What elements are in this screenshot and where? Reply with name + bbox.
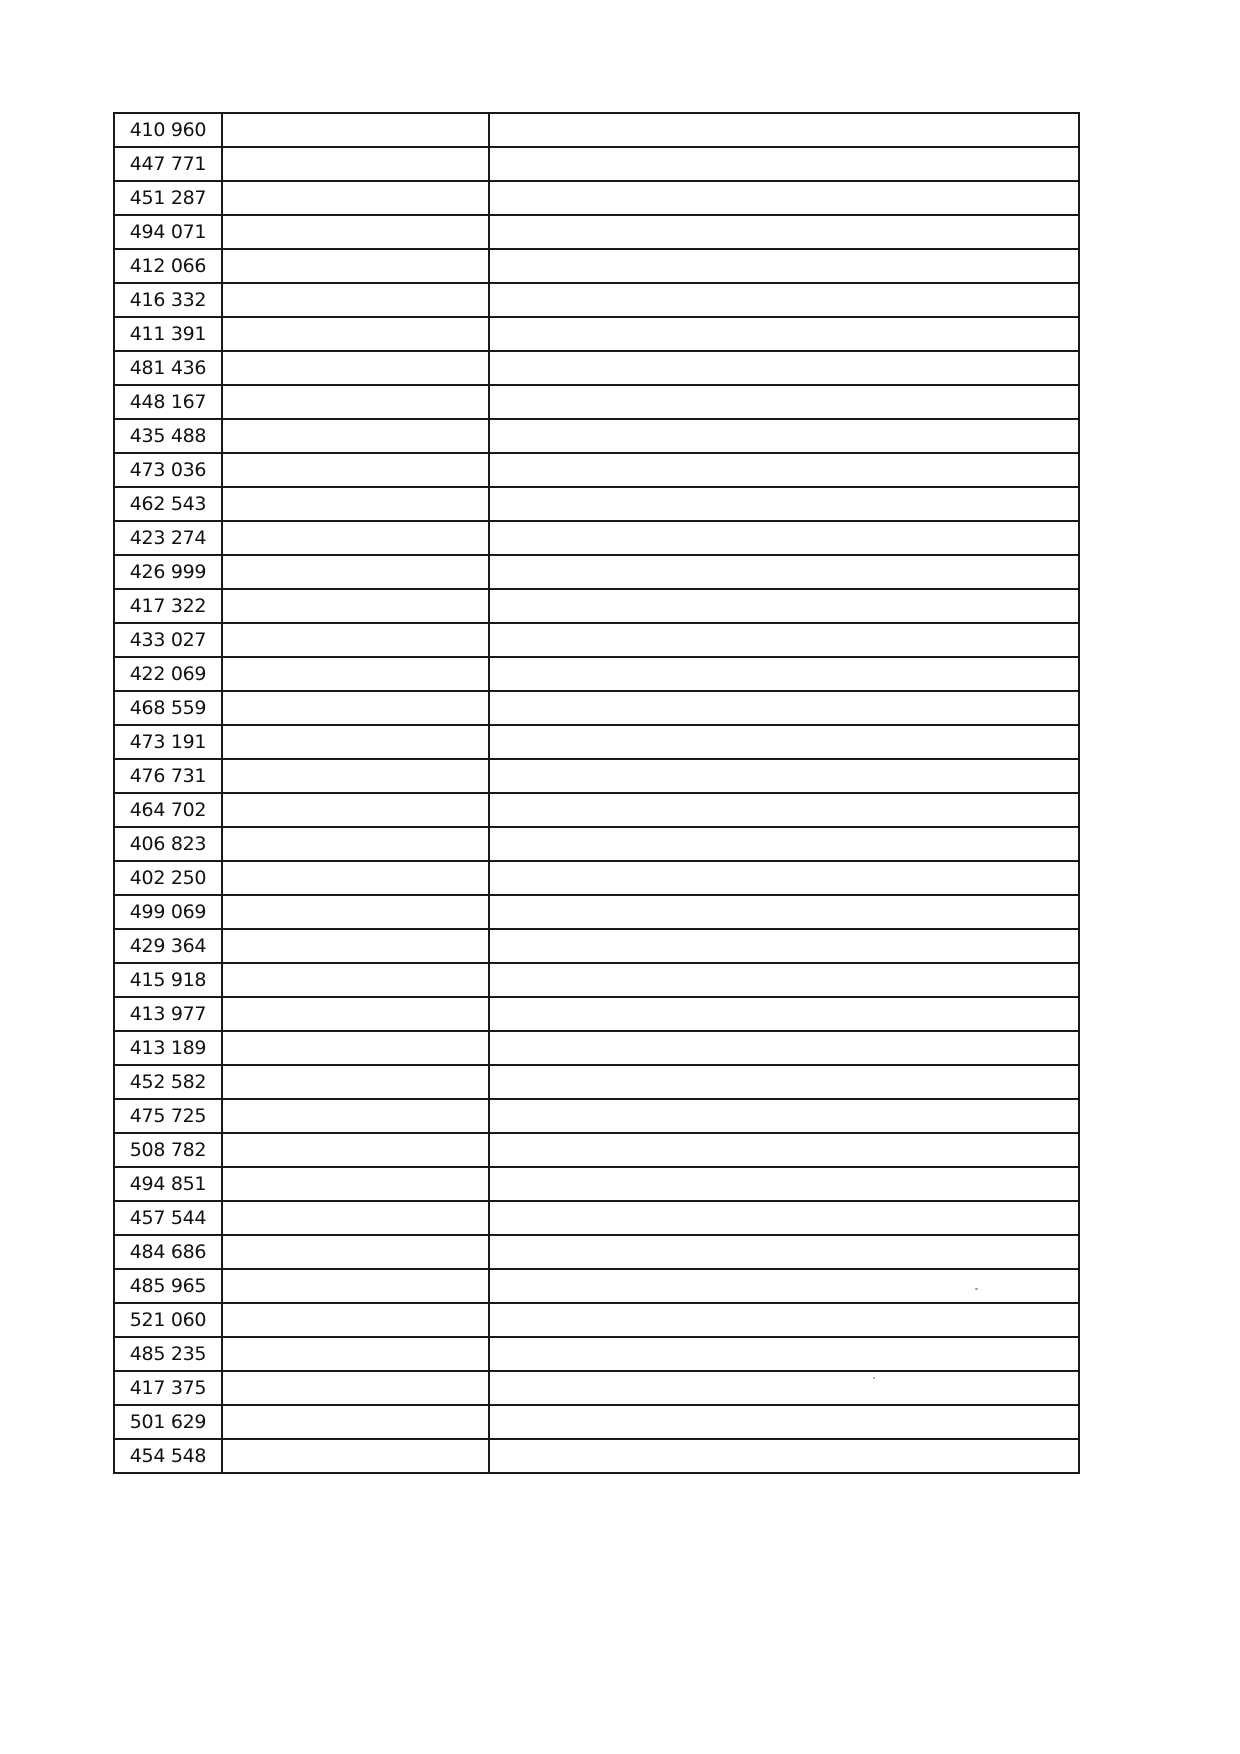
row-number-cell: 433 027 bbox=[114, 623, 222, 657]
blank-cell-right bbox=[489, 1031, 1079, 1065]
table-row bbox=[114, 1201, 1079, 1235]
blank-cell-right bbox=[489, 1167, 1079, 1201]
blank-cell-middle bbox=[222, 1405, 489, 1439]
table-row bbox=[114, 691, 1079, 725]
blank-cell-middle bbox=[222, 1269, 489, 1303]
row-number-cell: 451 287 bbox=[114, 181, 222, 215]
table-body bbox=[114, 113, 1079, 1473]
blank-cell-right bbox=[489, 997, 1079, 1031]
row-number-cell: 411 391 bbox=[114, 317, 222, 351]
blank-cell-right bbox=[489, 317, 1079, 351]
table-row bbox=[114, 997, 1079, 1031]
blank-cell-right bbox=[489, 419, 1079, 453]
blank-cell-right bbox=[489, 215, 1079, 249]
row-number-cell: 406 823 bbox=[114, 827, 222, 861]
table-row bbox=[114, 453, 1079, 487]
blank-cell-middle bbox=[222, 419, 489, 453]
table-row bbox=[114, 521, 1079, 555]
table-row bbox=[114, 1031, 1079, 1065]
row-number-cell: 416 332 bbox=[114, 283, 222, 317]
row-number-cell: 476 731 bbox=[114, 759, 222, 793]
table-row bbox=[114, 419, 1079, 453]
blank-cell-middle bbox=[222, 725, 489, 759]
table-row bbox=[114, 1439, 1079, 1473]
blank-cell-middle bbox=[222, 997, 489, 1031]
table-row bbox=[114, 827, 1079, 861]
blank-cell-right bbox=[489, 623, 1079, 657]
table-row bbox=[114, 113, 1079, 147]
row-number-cell: 452 582 bbox=[114, 1065, 222, 1099]
row-number-cell: 508 782 bbox=[114, 1133, 222, 1167]
table-row bbox=[114, 1405, 1079, 1439]
table-row bbox=[114, 929, 1079, 963]
row-number-cell: 521 060 bbox=[114, 1303, 222, 1337]
blank-cell-middle bbox=[222, 215, 489, 249]
table-row bbox=[114, 589, 1079, 623]
blank-cell-middle bbox=[222, 793, 489, 827]
table-row bbox=[114, 487, 1079, 521]
row-number-cell: 448 167 bbox=[114, 385, 222, 419]
blank-cell-right bbox=[489, 1269, 1079, 1303]
blank-cell-middle bbox=[222, 283, 489, 317]
table-row bbox=[114, 1303, 1079, 1337]
row-number-cell: 417 322 bbox=[114, 589, 222, 623]
row-number-cell: 435 488 bbox=[114, 419, 222, 453]
row-number-cell: 415 918 bbox=[114, 963, 222, 997]
blank-cell-right bbox=[489, 351, 1079, 385]
table-row bbox=[114, 623, 1079, 657]
scan-speck bbox=[975, 1288, 978, 1290]
blank-cell-right bbox=[489, 589, 1079, 623]
table-row bbox=[114, 963, 1079, 997]
row-number-cell: 454 548 bbox=[114, 1439, 222, 1473]
blank-cell-right bbox=[489, 147, 1079, 181]
row-number-cell: 464 702 bbox=[114, 793, 222, 827]
blank-cell-middle bbox=[222, 623, 489, 657]
table-row bbox=[114, 215, 1079, 249]
row-number-cell: 494 071 bbox=[114, 215, 222, 249]
table-row bbox=[114, 793, 1079, 827]
blank-cell-right bbox=[489, 963, 1079, 997]
blank-cell-middle bbox=[222, 147, 489, 181]
row-number-cell: 468 559 bbox=[114, 691, 222, 725]
blank-cell-middle bbox=[222, 181, 489, 215]
blank-cell-middle bbox=[222, 1303, 489, 1337]
row-number-cell: 426 999 bbox=[114, 555, 222, 589]
blank-cell-right bbox=[489, 827, 1079, 861]
blank-cell-middle bbox=[222, 113, 489, 147]
blank-cell-right bbox=[489, 1337, 1079, 1371]
row-number-cell: 494 851 bbox=[114, 1167, 222, 1201]
row-number-cell: 429 364 bbox=[114, 929, 222, 963]
blank-cell-middle bbox=[222, 1133, 489, 1167]
table-row bbox=[114, 861, 1079, 895]
blank-cell-right bbox=[489, 385, 1079, 419]
scan-speck bbox=[873, 1377, 875, 1379]
blank-cell-middle bbox=[222, 249, 489, 283]
blank-cell-middle bbox=[222, 1439, 489, 1473]
table-row bbox=[114, 181, 1079, 215]
row-number-cell: 423 274 bbox=[114, 521, 222, 555]
table-row bbox=[114, 1099, 1079, 1133]
blank-cell-middle bbox=[222, 521, 489, 555]
blank-cell-right bbox=[489, 1439, 1079, 1473]
blank-cell-right bbox=[489, 113, 1079, 147]
table-row bbox=[114, 1269, 1079, 1303]
table-row bbox=[114, 147, 1079, 181]
table-row bbox=[114, 759, 1079, 793]
blank-cell-middle bbox=[222, 657, 489, 691]
blank-cell-middle bbox=[222, 759, 489, 793]
table-row bbox=[114, 657, 1079, 691]
row-number-cell: 410 960 bbox=[114, 113, 222, 147]
blank-cell-right bbox=[489, 1065, 1079, 1099]
blank-cell-right bbox=[489, 555, 1079, 589]
table-row bbox=[114, 283, 1079, 317]
blank-cell-middle bbox=[222, 1167, 489, 1201]
blank-cell-middle bbox=[222, 351, 489, 385]
row-number-cell: 485 235 bbox=[114, 1337, 222, 1371]
row-number-cell: 447 771 bbox=[114, 147, 222, 181]
table-row bbox=[114, 351, 1079, 385]
blank-cell-middle bbox=[222, 1201, 489, 1235]
blank-cell-middle bbox=[222, 1099, 489, 1133]
table-row bbox=[114, 725, 1079, 759]
table-row bbox=[114, 249, 1079, 283]
blank-cell-middle bbox=[222, 453, 489, 487]
blank-cell-right bbox=[489, 759, 1079, 793]
table-row bbox=[114, 555, 1079, 589]
row-number-cell: 413 977 bbox=[114, 997, 222, 1031]
row-number-cell: 422 069 bbox=[114, 657, 222, 691]
blank-cell-right bbox=[489, 1405, 1079, 1439]
blank-cell-right bbox=[489, 453, 1079, 487]
blank-cell-right bbox=[489, 793, 1079, 827]
table-row bbox=[114, 1235, 1079, 1269]
row-number-cell: 499 069 bbox=[114, 895, 222, 929]
row-number-cell: 473 036 bbox=[114, 453, 222, 487]
row-number-cell: 475 725 bbox=[114, 1099, 222, 1133]
blank-cell-middle bbox=[222, 963, 489, 997]
table-row bbox=[114, 1133, 1079, 1167]
row-number-cell: 481 436 bbox=[114, 351, 222, 385]
row-number-cell: 412 066 bbox=[114, 249, 222, 283]
blank-cell-right bbox=[489, 1133, 1079, 1167]
row-number-cell: 485 965 bbox=[114, 1269, 222, 1303]
blank-cell-right bbox=[489, 929, 1079, 963]
blank-cell-middle bbox=[222, 1065, 489, 1099]
table-row bbox=[114, 1371, 1079, 1405]
blank-cell-right bbox=[489, 181, 1079, 215]
blank-cell-right bbox=[489, 249, 1079, 283]
blank-cell-right bbox=[489, 1099, 1079, 1133]
blank-cell-middle bbox=[222, 827, 489, 861]
row-number-cell: 413 189 bbox=[114, 1031, 222, 1065]
row-number-cell: 457 544 bbox=[114, 1201, 222, 1235]
blank-cell-middle bbox=[222, 385, 489, 419]
blank-cell-middle bbox=[222, 487, 489, 521]
blank-cell-middle bbox=[222, 1235, 489, 1269]
table-row bbox=[114, 1337, 1079, 1371]
table-row bbox=[114, 385, 1079, 419]
blank-cell-right bbox=[489, 521, 1079, 555]
blank-cell-middle bbox=[222, 555, 489, 589]
blank-cell-middle bbox=[222, 1031, 489, 1065]
blank-cell-middle bbox=[222, 317, 489, 351]
blank-cell-middle bbox=[222, 895, 489, 929]
blank-cell-middle bbox=[222, 861, 489, 895]
blank-cell-right bbox=[489, 283, 1079, 317]
blank-cell-right bbox=[489, 725, 1079, 759]
row-number-cell: 501 629 bbox=[114, 1405, 222, 1439]
blank-cell-middle bbox=[222, 589, 489, 623]
blank-cell-right bbox=[489, 861, 1079, 895]
row-number-cell: 484 686 bbox=[114, 1235, 222, 1269]
blank-cell-right bbox=[489, 691, 1079, 725]
table-row bbox=[114, 317, 1079, 351]
row-number-cell: 417 375 bbox=[114, 1371, 222, 1405]
blank-cell-middle bbox=[222, 929, 489, 963]
blank-cell-right bbox=[489, 1371, 1079, 1405]
blank-cell-right bbox=[489, 1303, 1079, 1337]
blank-cell-middle bbox=[222, 1371, 489, 1405]
table-row bbox=[114, 895, 1079, 929]
table-row bbox=[114, 1065, 1079, 1099]
blank-cell-right bbox=[489, 1235, 1079, 1269]
row-number-cell: 402 250 bbox=[114, 861, 222, 895]
blank-cell-right bbox=[489, 657, 1079, 691]
table-row bbox=[114, 1167, 1079, 1201]
row-number-cell: 462 543 bbox=[114, 487, 222, 521]
row-number-cell: 473 191 bbox=[114, 725, 222, 759]
blank-cell-right bbox=[489, 895, 1079, 929]
blank-cell-middle bbox=[222, 691, 489, 725]
blank-cell-middle bbox=[222, 1337, 489, 1371]
blank-cell-right bbox=[489, 487, 1079, 521]
number-table bbox=[113, 112, 1080, 1474]
blank-cell-right bbox=[489, 1201, 1079, 1235]
